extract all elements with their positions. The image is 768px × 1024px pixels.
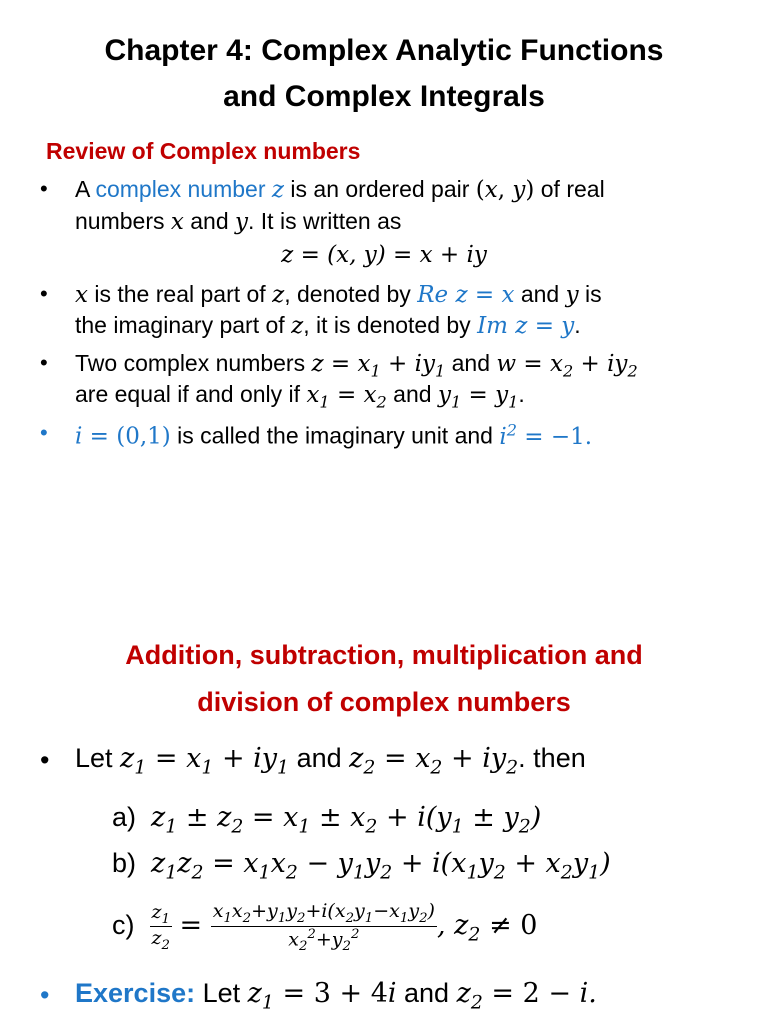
bullet-3-line-1: Two complex numbers $z = x_1 + iy_1$ and $w = x_2 + iy_2$ xyxy=(75,350,638,381)
formula-z: z = (x, y) = x + iy xyxy=(281,242,487,268)
page-title xyxy=(0,28,768,120)
bullet-1-line-2: numbers x and y. It is written as xyxy=(75,208,402,235)
bullet-3-line-2: are equal if and only if $x_1 = x_2$ and $y_1 = y_1$. xyxy=(75,381,525,412)
bullet-1-line-1: A complex number z is an ordered pair (x, y) of real xyxy=(75,176,605,203)
let-line: Let $z_1 = x_1 + iy_1$ and $z_2 = x_2 + iy_2$. then xyxy=(75,743,586,779)
bullet-icon: • xyxy=(40,176,48,201)
bullet-icon: • xyxy=(40,745,50,775)
item-c: c) $\frac{z_1}{z_2}$ = $\frac{x_1x_2+y_1y_2+i(x_2y_1-x_1y_2)}{x_2^2+y_2^2}$ , $z_2 \ne 0$ xyxy=(112,900,538,954)
section-operations-heading: Addition, subtraction, multiplication and division of complex numbers xyxy=(125,640,643,717)
bullet-icon: • xyxy=(40,350,48,375)
bullet-2-line-1: x is the real part of z, denoted by Re z = x and y is xyxy=(75,281,602,308)
complex-number-term: complex number xyxy=(95,176,266,202)
title-line-2: and Complex Integrals xyxy=(223,80,545,113)
section-review-heading: Review of Complex numbers xyxy=(46,138,361,164)
bullet-2-line-2: the imaginary part of z, it is denoted by Im z = y. xyxy=(75,312,581,339)
exercise-label: Exercise: xyxy=(75,978,196,1008)
item-b: b) $z_1z_2 = x_1x_2 - y_1y_2 + i(x_1y_2 + x_2y_1)$ xyxy=(112,848,611,884)
bullet-icon: • xyxy=(40,420,48,445)
bullet-icon: • xyxy=(40,980,50,1010)
bullet-icon: • xyxy=(40,281,48,306)
title-line-1: Chapter 4: Complex Analytic Functions xyxy=(104,34,664,67)
exercise-line: Exercise: Let $z_1 = 3 + 4i$ and $z_2 = 2 - i$. xyxy=(75,978,597,1014)
item-a: a) $z_1 \pm z_2 = x_1 \pm x_2 + i(y_1 \pm y_2)$ xyxy=(112,802,542,838)
bullet-4: i = (0,1) is called the imaginary unit and $i^2 = -1$. xyxy=(75,420,593,450)
